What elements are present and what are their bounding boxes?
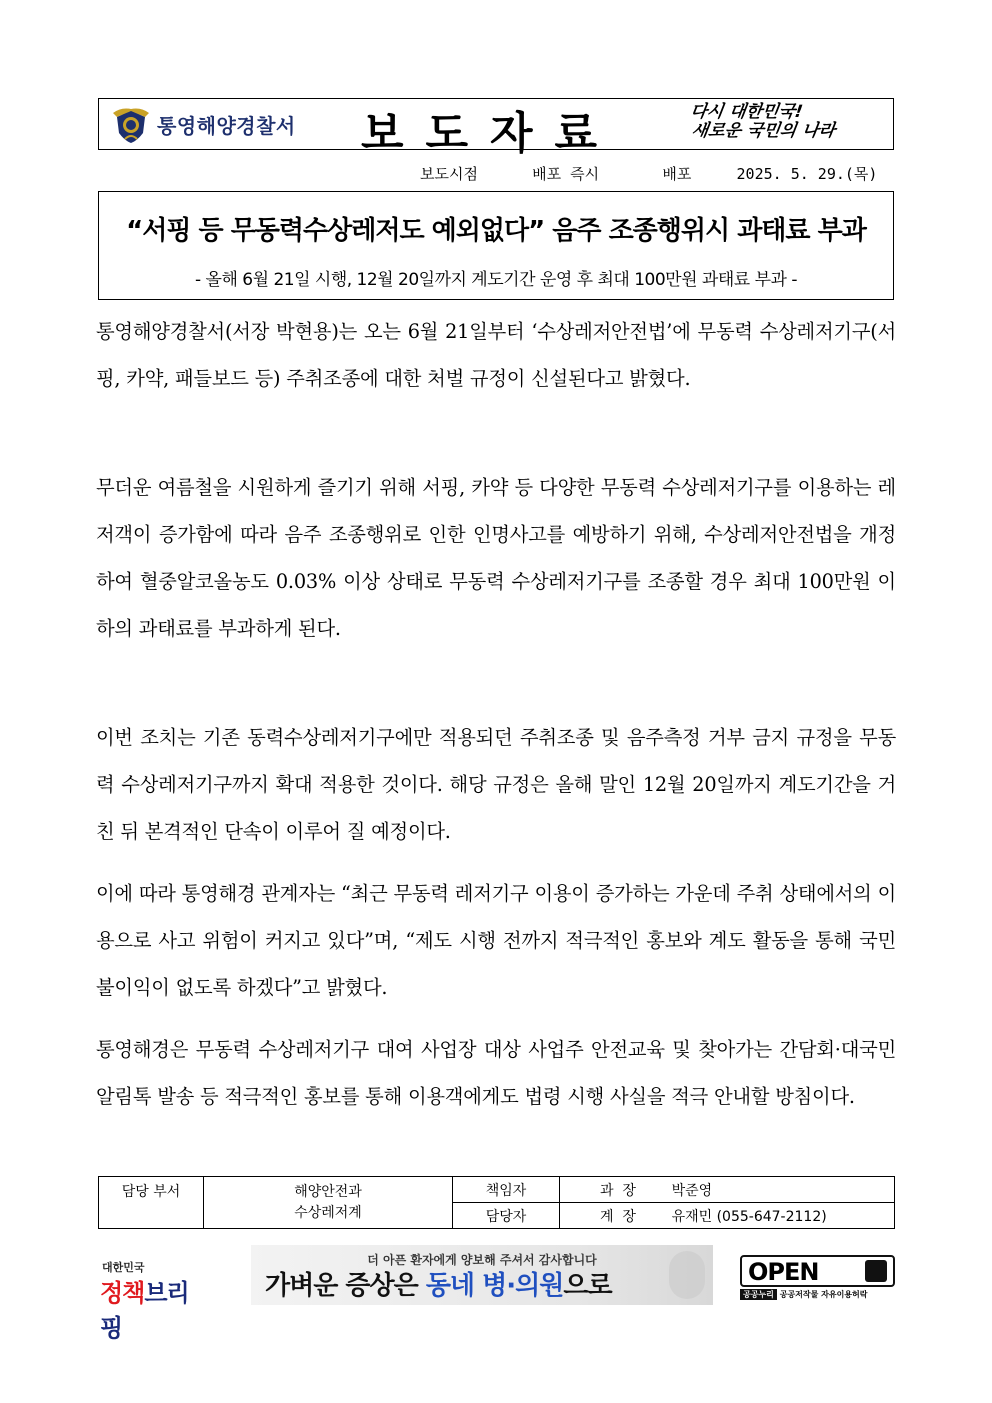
responsible-person — [560, 1177, 895, 1203]
press-release-title: 보도자료 — [361, 108, 620, 159]
responsible-title: 과 장 — [600, 1182, 636, 1199]
dept-label: 담당 부서 — [99, 1177, 204, 1229]
subheadline: - 올해 6월 21일 시행, 12월 20일까지 계도기간 운영 후 최대 100만원 과태료 부과 - — [195, 270, 797, 290]
attribution-icon — [865, 1260, 887, 1282]
body-paragraph-4: 이에 따라 통영해경 관계자는 “최근 무동력 레저기구 이용이 증가하는 가운데 주취 상태에서의 이용으로 사고 위험이 커지고 있다”며, “제도 시행 전까지 적극적인 홍보와 계도 활동을 통해 국민 불이익이 없도록 하겠다”고 밝혔다. — [96, 882, 896, 999]
dept-unit-line-2: 수상레저계 — [294, 1204, 362, 1221]
distribution-label: 배포 — [662, 165, 692, 183]
dept-unit-line-1: 해양안전과 — [294, 1183, 362, 1200]
open-badge-caption — [740, 1289, 895, 1300]
kogl-open-badge — [740, 1255, 895, 1302]
banner-text-b: 동네 병·의원 — [425, 1271, 564, 1301]
responsible-name: 박준영 — [671, 1182, 713, 1199]
role-responsible: 책임자 — [453, 1177, 560, 1203]
table-row — [99, 1177, 895, 1203]
policy-briefing-part-b: 브리핑 — [100, 1279, 189, 1342]
contact-table — [98, 1176, 895, 1229]
policy-briefing-part-a: 정책 — [100, 1279, 145, 1307]
release-label: 보도시점 — [420, 165, 478, 183]
body-paragraph-3: 이번 조치는 기존 동력수상레저기구에만 적용되던 주취조종 및 음주측정 거부 금지 규정을 무동력 수상레저기구까지 확대 적용한 것이다. 해당 규정은 올해 말인 12월 20일까지 계도기간을 거친 뒤 본격적인 단속이 이루어 질 예정이다. — [96, 726, 896, 843]
campaign-banner — [251, 1245, 713, 1305]
title-box — [98, 191, 894, 300]
open-badge-box — [740, 1255, 895, 1287]
slogan — [686, 103, 891, 141]
press-header — [98, 98, 894, 159]
coast-guard-emblem-icon — [111, 103, 151, 145]
contact-title: 계 장 — [600, 1208, 636, 1225]
policy-briefing-logo — [100, 1253, 210, 1342]
open-text: OPEN — [748, 1258, 819, 1286]
policy-briefing-small: 대한민국 — [102, 1261, 145, 1274]
release-info — [420, 163, 877, 184]
role-contact: 담당자 — [453, 1203, 560, 1229]
policy-briefing-wordmark — [100, 1273, 210, 1343]
contact-person — [560, 1203, 895, 1229]
slogan-line-2: 새로운 국민의 나라 — [690, 121, 837, 141]
body-paragraph-5: 통영해경은 무동력 수상레저기구 대여 사업장 대상 사업주 안전교육 및 찾아가는 간담회·대국민 알림톡 발송 등 적극적인 홍보를 통해 이용객에게도 법령 시행 사실을 적극 안내할 방침이다. — [96, 1038, 896, 1108]
banner-top-text: 더 아픈 환자에게 양보해 주셔서 감사합니다 — [367, 1253, 597, 1267]
open-caption-a: 공공누리 — [740, 1289, 777, 1300]
open-caption-b: 공공저작물 자유이용허락 — [779, 1290, 868, 1299]
agency-name: 통영해양경찰서 — [157, 114, 296, 138]
banner-main-text — [265, 1265, 612, 1302]
dept-unit — [204, 1177, 453, 1229]
slogan-line-1: 다시 대한민국! — [689, 102, 805, 122]
body-paragraph-2: 무더운 여름철을 시원하게 즐기기 위해 서핑, 카약 등 다양한 무동력 수상레저기구를 이용하는 레저객이 증가함에 따라 음주 조종행위로 인한 인명사고를 예방하기 위해, 수상레저안전법을 개정하여 혈중알코올농도 0.03% 이상 상태로 무동력 수상레저기구를 조종할 경우 최대 100만원 이하의 과태료를 부과하게 된다. — [96, 476, 896, 640]
release-timing: 배포 즉시 — [532, 165, 600, 183]
contact-name: 유재민 (055-647-2112) — [671, 1208, 827, 1225]
body-paragraph-1: 통영해양경찰서(서장 박현용)는 오는 6월 21일부터 ‘수상레저안전법’에 무동력 수상레저기구(서핑, 카약, 패들보드 등) 주취조종에 대한 처벌 규정이 신설된다고 밝혔다. — [96, 320, 896, 390]
banner-text-a: 가벼운 증상은 — [265, 1271, 426, 1301]
release-date: 2025. 5. 29.(목) — [736, 165, 878, 183]
headline: “서핑 등 무동력수상레저도 예외없다” 음주 조종행위시 과태료 부과 — [126, 216, 866, 246]
banner-text-c: 으로 — [563, 1271, 612, 1301]
